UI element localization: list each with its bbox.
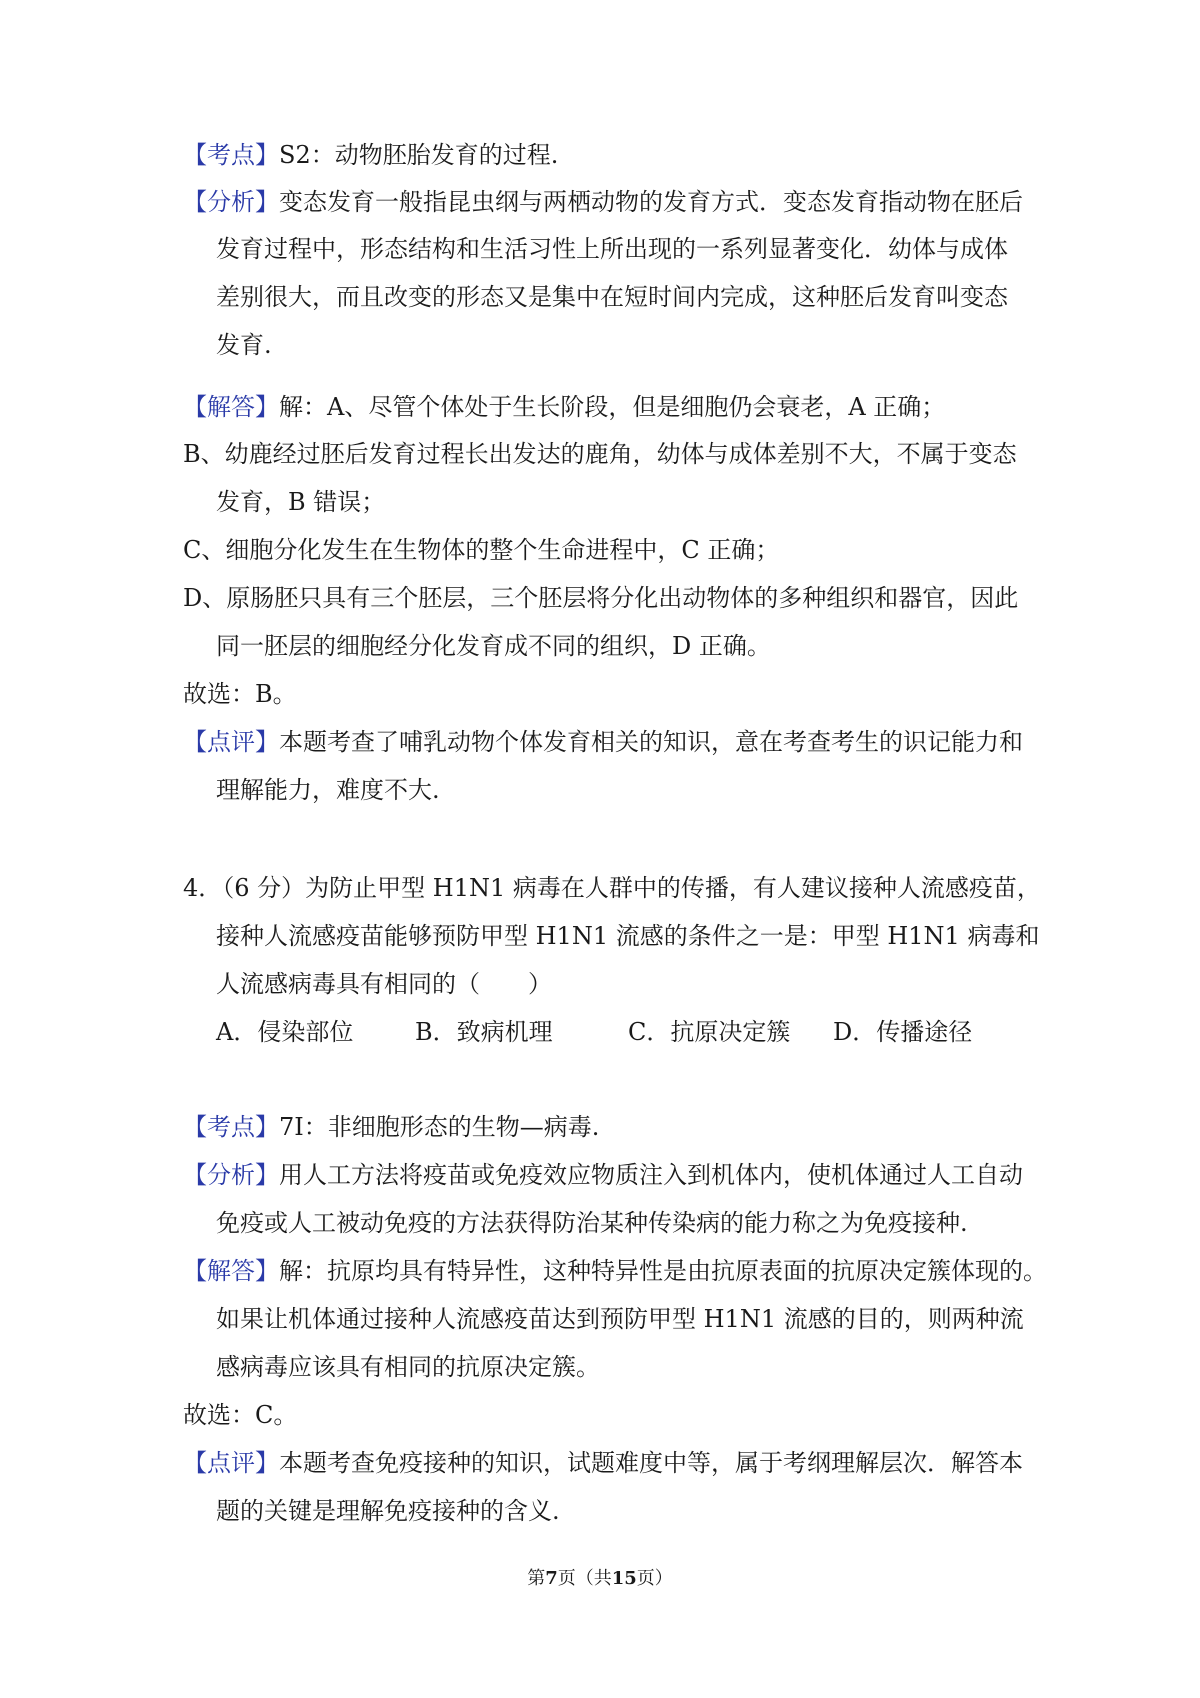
q4-jieda-line-3: 感病毒应该具有相同的抗原决定簇。	[216, 1353, 600, 1381]
q3-answer: 故选：B。	[183, 680, 297, 708]
q4-jieda-line-1: 【解答】解：抗原均具有特异性，这种特异性是由抗原表面的抗原决定簇体现的。	[183, 1257, 1047, 1285]
q3-fenxi-line-4: 发育.	[216, 331, 272, 359]
q3-fenxi-line-3: 差别很大，而且改变的形态又是集中在短时间内完成，这种胚后发育叫变态	[216, 283, 1008, 311]
q4-dianping-line-2: 题的关键是理解免疫接种的含义.	[216, 1497, 560, 1525]
q3-jieda-line-5: D、原肠胚只具有三个胚层，三个胚层将分化出动物体的多种组织和器官，因此	[183, 584, 1019, 612]
kaodian-label: 【考点】	[183, 141, 279, 169]
q3-jieda-line-6: 同一胚层的细胞经分化发育成不同的组织，D 正确。	[216, 632, 771, 660]
page-footer: 第7页（共15页）	[527, 1568, 673, 1589]
q3-dianping-line-2: 理解能力，难度不大.	[216, 776, 440, 804]
q4-option-d: D．传播途径	[833, 1018, 973, 1046]
q4-jieda-line-2: 如果让机体通过接种人流感疫苗达到预防甲型 H1N1 流感的目的，则两种流	[216, 1305, 1024, 1333]
q4-fenxi-line-2: 免疫或人工被动免疫的方法获得防治某种传染病的能力称之为免疫接种.	[216, 1209, 968, 1237]
q3-fenxi-line-1: 【分析】变态发育一般指昆虫纲与两栖动物的发育方式．变态发育指动物在胚后	[183, 188, 1023, 216]
q4-option-a: A．侵染部位	[216, 1018, 354, 1046]
q3-kaodian: 【考点】S2：动物胚胎发育的过程.	[183, 141, 559, 169]
q4-stem-line-2: 接种人流感疫苗能够预防甲型 H1N1 流感的条件之一是：甲型 H1N1 病毒和	[216, 922, 1040, 950]
fenxi-label: 【分析】	[183, 188, 279, 216]
q3-jieda-line-1: 【解答】解：A、尽管个体处于生长阶段，但是细胞仍会衰老，A 正确；	[183, 393, 946, 421]
q4-option-c: C．抗原决定簇	[628, 1018, 791, 1046]
q3-fenxi-line-2: 发育过程中，形态结构和生活习性上所出现的一系列显著变化．幼体与成体	[216, 235, 1008, 263]
jieda-label: 【解答】	[183, 393, 279, 421]
q4-dianping-line-1: 【点评】本题考查免疫接种的知识，试题难度中等，属于考纲理解层次．解答本	[183, 1449, 1023, 1477]
q4-kaodian: 【考点】7I：非细胞形态的生物—病毒.	[183, 1113, 600, 1141]
q4-stem-line-3: 人流感病毒具有相同的（ ）	[216, 970, 552, 998]
fenxi-label: 【分析】	[183, 1161, 279, 1189]
q4-option-b: B．致病机理	[415, 1018, 553, 1046]
q4-fenxi-line-1: 【分析】用人工方法将疫苗或免疫效应物质注入到机体内，使机体通过人工自动	[183, 1161, 1023, 1189]
total-page-number: 15	[611, 1568, 637, 1589]
dianping-label: 【点评】	[183, 1449, 279, 1477]
q3-jieda-line-2: B、幼鹿经过胚后发育过程长出发达的鹿角，幼体与成体差别不大，不属于变态	[183, 440, 1017, 468]
current-page-number: 7	[545, 1568, 558, 1589]
q3-jieda-line-4: C、细胞分化发生在生物体的整个生命进程中，C 正确；	[183, 536, 780, 564]
kaodian-label: 【考点】	[183, 1113, 279, 1141]
q4-answer: 故选：C。	[183, 1401, 298, 1429]
dianping-label: 【点评】	[183, 728, 279, 756]
q3-jieda-line-3: 发育，B 错误；	[216, 488, 386, 516]
jieda-label: 【解答】	[183, 1257, 279, 1285]
q4-stem-line-1: 4．（6 分）为防止甲型 H1N1 病毒在人群中的传播，有人建议接种人流感疫苗，	[183, 874, 1041, 902]
q3-dianping-line-1: 【点评】本题考查了哺乳动物个体发育相关的知识，意在考查考生的识记能力和	[183, 728, 1023, 756]
